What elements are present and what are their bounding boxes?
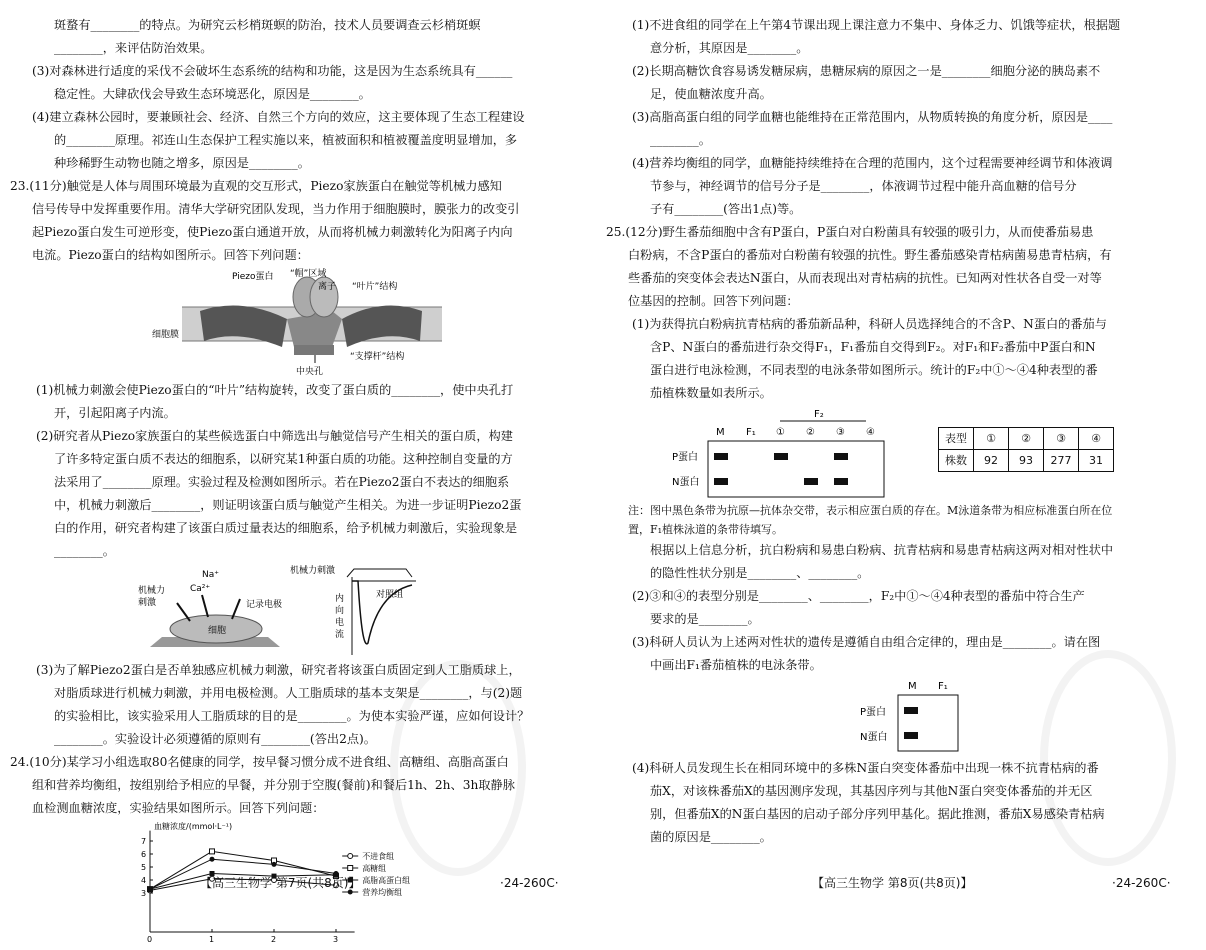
gel-col-4: ④: [866, 427, 875, 438]
band: [714, 453, 728, 460]
question-25-title: 25.(12分)野生番茄细胞中含有P蛋白，P蛋白对白粉菌具有较强的吸引力，从而使番茄易患: [606, 225, 1094, 239]
table-header: ④: [1079, 428, 1114, 450]
x-tick-label: 2: [271, 935, 277, 942]
text-line: 茄X，对该株番茄X的基因测序发现，其基因序列与其他N蛋白突变体番茄的并无区: [650, 784, 1093, 798]
page-7: [10, 14, 598, 942]
note-line: 置，F₁植株泳道的条带待填写。: [628, 523, 784, 536]
text-line: 足，使血糖浓度升高。: [650, 87, 772, 101]
gel-f2-label: F₂: [814, 409, 824, 420]
text-line: ________，来评估防治效果。: [54, 41, 213, 55]
text-line: (4)营养均衡组的同学，血糖能持续维持在合理的范围内，这个过程需要神经调节和体液调: [632, 156, 1113, 170]
legend-label: 高脂高蛋白组: [362, 876, 411, 885]
data-point: [348, 854, 353, 859]
text-line: (3)为了解Piezo2蛋白是否单独感应机械力刺激，研究者将该蛋白质固定到人工脂质球上，: [36, 663, 521, 677]
label-beam: “支撑杆”结构: [350, 352, 405, 362]
label-cell: 细胞: [208, 626, 227, 636]
text-line: 中画出F₁番茄植株的电泳条带。: [650, 658, 822, 672]
label-electrode: 记录电极: [246, 600, 283, 610]
question-23-title: 23.(11分)触觉是人体与周围环境最为直观的交互形式，Piezo家族蛋白在触觉等机械力感知: [10, 179, 502, 193]
label-na: Na⁺: [202, 570, 219, 580]
note-line: 注：图中黑色条带为抗原—抗体杂交带，表示相应蛋白质的存在。M泳道条带为相应标准蛋白所在位: [628, 504, 1113, 517]
text-line: 根据以上信息分析，抗白粉病和易患白粉病、抗青枯病和易患青枯病这两对相对性状中: [650, 543, 1114, 557]
legend-label: 营养均衡组: [362, 888, 403, 897]
text-line: 信号传导中发挥重要作用。清华大学研究团队发现，当力作用于细胞膜时，膜张力的改变引: [32, 202, 520, 216]
y-tick-label: 5: [141, 863, 147, 872]
legend-label: 高糖组: [362, 864, 387, 873]
gel-row-p: P蛋白: [672, 452, 699, 463]
text-line: 组和营养均衡组，按组别给予相应的早餐，并分别于空腹(餐前)和餐后1h、2h、3h取静脉: [32, 778, 515, 792]
gel-row-n: N蛋白: [672, 477, 700, 488]
band: [714, 478, 728, 485]
question-24-title: 24.(10分)某学习小组选取80名健康的同学，按早餐习惯分成不进食组、高糖组、高脂高蛋白: [10, 755, 509, 769]
text-line: 些番茄的突变体会表达N蛋白，从而表现出对青枯病的抗性。已知两对性状各自受一对等: [628, 271, 1102, 285]
band: [904, 707, 918, 714]
y-tick-label: 4: [141, 876, 147, 885]
data-point: [210, 849, 215, 854]
gel2-col-m: M: [908, 681, 917, 692]
text-line: 中，机械力刺激后________，则证明该蛋白质与触觉产生相关。为进一步证明Piezo2蛋: [54, 498, 522, 512]
gel-col-2: ②: [806, 427, 815, 438]
label-ca: Ca²⁺: [190, 584, 211, 594]
text-line: 的隐性性状分别是________、________。: [650, 566, 870, 580]
footer-code-right: ·24-260C·: [1112, 876, 1171, 890]
gel-col-m: M: [716, 427, 725, 438]
text-line: 白的作用，研究者构建了该蛋白质过量表达的细胞系，给予机械力刺激后，实验现象是: [54, 521, 518, 535]
label-ion: 离子: [318, 282, 337, 292]
text-line: 白粉病，不含P蛋白的番茄对白粉菌有较强的抗性。野生番茄感染青枯病菌易患青枯病，有: [628, 248, 1112, 262]
x-tick-label: 1: [209, 935, 215, 942]
table-header: ③: [1044, 428, 1079, 450]
text-line: 法采用了________原理。实验过程及检测如图所示。若在Piezo2蛋白不表达的细胞系: [54, 475, 510, 489]
electrophoresis-figure: [628, 405, 1194, 501]
text-line: 要求的是________。: [650, 612, 760, 626]
y-tick-label: 6: [141, 850, 147, 859]
gel-col-3: ③: [836, 427, 845, 438]
label-membrane: 细胞膜: [152, 330, 180, 340]
experiment-figure: [32, 563, 598, 659]
page-8: [606, 14, 1194, 849]
text-line: 节参与，神经调节的信号分子是________，体液调节过程中能升高血糖的信号分: [650, 179, 1077, 193]
text-line: ________。实验设计必须遵循的原则有________(答出2点)。: [54, 732, 376, 746]
piezo-structure-figure: [32, 267, 598, 379]
text-line: ________。: [54, 544, 115, 558]
gel2-row-n: N蛋白: [860, 732, 888, 743]
band: [834, 478, 848, 485]
electrophoresis-answer-figure: [628, 677, 1194, 757]
text-line: (2)研究者从Piezo家族蛋白的某些候选蛋白中筛选出与触觉信号产生相关的蛋白质，构建: [36, 429, 513, 443]
footer-title-right: 【高三生物学 第8页(共8页)】: [812, 876, 973, 890]
label-y3: 电: [335, 618, 345, 628]
text-line: 的实验相比，该实验采用人工脂质球的目的是________。为使本实验严谨，应如何设计？: [54, 709, 530, 723]
text-line: 斑蝥有________的特点。为研究云杉梢斑螟的防治，技术人员要调查云杉梢斑螟: [54, 18, 481, 32]
label-stim2: 刺激: [138, 598, 157, 608]
text-line: 位基因的控制。回答下列问题：: [628, 294, 799, 308]
table-header: ①: [974, 428, 1009, 450]
text-line: 的________原理。祁连山生态保护工程实施以来，植被面积和植被覆盖度明显增加，多: [54, 133, 518, 147]
data-point: [210, 857, 215, 862]
label-y1: 内: [335, 594, 345, 604]
band: [804, 478, 818, 485]
text-line: 对脂质球进行机械力刺激，并用电极检测。人工脂质球的基本支架是________，与(2)题: [54, 686, 523, 700]
x-tick-label: 0: [147, 935, 153, 942]
text-line: (3)科研人员认为上述两对性状的遗传是遵循自由组合定律的，理由是________。请在图: [632, 635, 1101, 649]
phenotype-table: [938, 427, 1114, 472]
table-header: ②: [1009, 428, 1044, 450]
text-line: (3)对森林进行适度的采伐不会破坏生态系统的结构和功能，这是因为生态系统具有______: [32, 64, 513, 78]
text-line: 血检测血糖浓度，实验结果如图所示。回答下列问题：: [32, 801, 325, 815]
legend-label: 不进食组: [362, 852, 395, 861]
text-line: 稳定性。大肆砍伐会导致生态环境恶化，原因是________。: [54, 87, 371, 101]
gel2-col-f1: F₁: [938, 681, 948, 692]
table-cell: 92: [974, 450, 1009, 472]
text-line: 电流。Piezo蛋白的结构如图所示。回答下列问题：: [32, 248, 309, 262]
text-line: (1)不进食组的同学在上午第4节课出现上课注意力不集中、身体乏力、饥饿等症状，根据题: [632, 18, 1121, 32]
label-y2: 向: [335, 606, 345, 616]
data-point: [348, 866, 353, 871]
table-header: 表型: [939, 428, 974, 450]
band: [774, 453, 788, 460]
text-line: (1)机械力刺激会使Piezo蛋白的“叶片”结构旋转，改变了蛋白质的________，使中央孔打: [36, 383, 514, 397]
gel-col-f1: F₁: [746, 427, 756, 438]
table-cell: 31: [1079, 450, 1114, 472]
table-cell: 277: [1044, 450, 1079, 472]
text-line: (2)长期高糖饮食容易诱发糖尿病，患糖尿病的原因之一是________细胞分泌的胰岛素不: [632, 64, 1101, 78]
text-line: 意分析，其原因是________。: [650, 41, 809, 55]
table-cell: 93: [1009, 450, 1044, 472]
text-line: 菌的原因是________。: [650, 830, 772, 844]
text-line: 含P、N蛋白的番茄进行杂交得F₁，F₁番茄自交得到F₂。对F₁和F₂番茄中P蛋白和N: [650, 340, 1096, 354]
footer-title-left: 【高三生物学 第7页(共8页)】: [200, 876, 361, 890]
text-line: (2)③和④的表型分别是________、________，F₂中①～④4种表型的番茄中符合生产: [632, 589, 1085, 603]
data-point: [148, 887, 153, 892]
text-line: 种珍稀野生动物也随之增多，原因是________。: [54, 156, 310, 170]
y-tick-label: 7: [141, 837, 147, 846]
y-axis-label: 血糖浓度/(mmol·L⁻¹): [154, 822, 233, 831]
text-line: ________。: [650, 133, 711, 147]
text-line: (4)科研人员发现生长在相同环境中的多株N蛋白突变体番茄中出现一株不抗青枯病的番: [632, 761, 1099, 775]
gel-col-1: ①: [776, 427, 785, 438]
table-cell: 株数: [939, 450, 974, 472]
text-line: 茄植株数量如表所示。: [650, 386, 772, 400]
y-tick-label: 3: [141, 889, 147, 898]
text-line: 别，但番茄X的N蛋白基因的启动子部分序列甲基化。据此推测，番茄X易感染青枯病: [650, 807, 1105, 821]
text-line: (1)为获得抗白粉病抗青枯病的番茄新品种，科研人员选择纯合的不含P、N蛋白的番茄与: [632, 317, 1107, 331]
label-pore: 中央孔: [296, 367, 324, 377]
label-piezo: Piezo蛋白: [232, 272, 274, 282]
text-line: 蛋白进行电泳检测，不同表型的电泳条带如图所示。统计的F₂中①～④4种表型的番: [650, 363, 1098, 377]
label-y4: 流: [335, 630, 345, 640]
label-stim-top: 机械力刺激: [290, 566, 336, 576]
label-blade: “叶片”结构: [352, 282, 398, 292]
text-line: 子有________(答出1点)等。: [650, 202, 802, 216]
text-line: (4)建立森林公园时，要兼顾社会、经济、自然三个方向的效应，这主要体现了生态工程建设: [32, 110, 525, 124]
label-stim: 机械力: [138, 586, 166, 596]
gel2-row-p: P蛋白: [860, 707, 887, 718]
text-line: 起Piezo蛋白发生可逆形变，使Piezo蛋白通道开放，从而将机械力刺激转化为阳离子内向: [32, 225, 513, 239]
data-point: [272, 862, 277, 867]
band: [904, 732, 918, 739]
label-control: 对照组: [376, 590, 404, 600]
text-line: 开，引起阳离子内流。: [54, 406, 176, 420]
x-tick-label: 3: [333, 935, 339, 942]
label-cap: “帽”区域: [290, 269, 327, 279]
text-line: 了许多特定蛋白质不表达的细胞系，以研究某1种蛋白质的功能。这种控制自变量的方: [54, 452, 513, 466]
band: [834, 453, 848, 460]
footer-code-left: ·24-260C·: [500, 876, 559, 890]
text-line: (3)高脂高蛋白组的同学血糖也能维持在正常范围内，从物质转换的角度分析，原因是____: [632, 110, 1113, 124]
